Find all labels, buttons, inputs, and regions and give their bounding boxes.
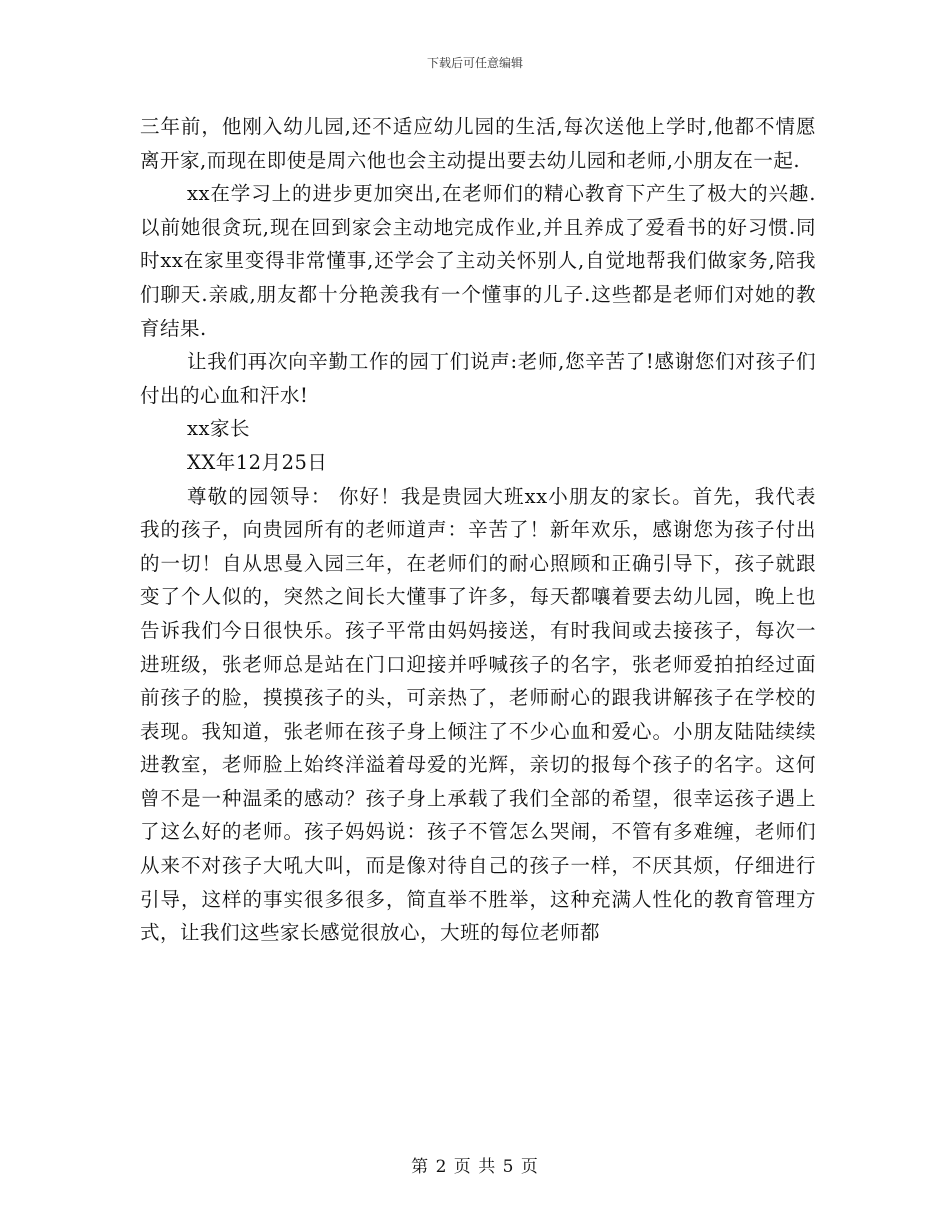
- document-body: [140, 110, 816, 950]
- signature-line: xx家长: [187, 417, 250, 441]
- paragraph-3: 让我们再次向辛勤工作的园丁们说声:老师,您辛苦了!感谢您们对孩子们付出的心血和汗水!: [140, 350, 816, 407]
- page-footer: 第 2 页 共 5 页: [411, 1157, 539, 1177]
- paragraph-letter: 尊敬的园领导： 你好！我是贵园大班xx小朋友的家长。首先，我代表我的孩子，向贵园所有的老师道声：辛苦了！新年欢乐，感谢您为孩子付出的一切！自从思曼入园三年，在老师们的耐心照顾和正确引导下，孩子就跟变了个人似的，突然之间长大懂事了许多，每天都嚷着要去幼儿园，晚上也告诉我们今日很快乐。孩子平常由妈妈接送，有时我间或去接孩子，每次一进班级，张老师总是站在门口迎接并呼喊孩子的名字，张老师爱拍拍经过面前孩子的脸，摸摸孩子的头，可亲热了，老师耐心的跟我讲解孩子在学校的表现。我知道，张老师在孩子身上倾注了不少心血和爱心。小朋友陆陆续续进教室，老师脸上始终洋溢着母爱的光辉，亲切的报每个孩子的名字。这何曾不是一种温柔的感动？孩子身上承载了我们全部的希望，很幸运孩子遇上了这么好的老师。孩子妈妈说：孩子不管怎么哭闹，不管有多难缠，老师们从来不对孩子大吼大叫，而是像对待自己的孩子一样，不厌其烦，仔细进行引导，这样的事实很多很多，简直举不胜举，这种充满人性化的教育管理方式，让我们这些家长感觉很放心，大班的每位老师都: [140, 484, 816, 945]
- paragraph-2: xx在学习上的进步更加突出,在老师们的精心教育下产生了极大的兴趣.以前她很贪玩,现在回到家会主动地完成作业,并且养成了爱看书的好习惯.同时xx在家里变得非常懂事,还学会了主动关怀别人,自觉地帮我们做家务,陪我们聊天.亲戚,朋友都十分艳羡我有一个懂事的儿子.这些都是老师们对她的教育结果.: [140, 182, 816, 340]
- date-line: XX年12月25日: [187, 450, 328, 474]
- paragraph-1: 三年前，他刚入幼儿园,还不适应幼儿园的生活,每次送他上学时,他都不情愿离开家,而现在即使是周六他也会主动提出要去幼儿园和老师,小朋友在一起.: [140, 115, 816, 172]
- page-header: 下载后可任意编辑: [426, 56, 523, 70]
